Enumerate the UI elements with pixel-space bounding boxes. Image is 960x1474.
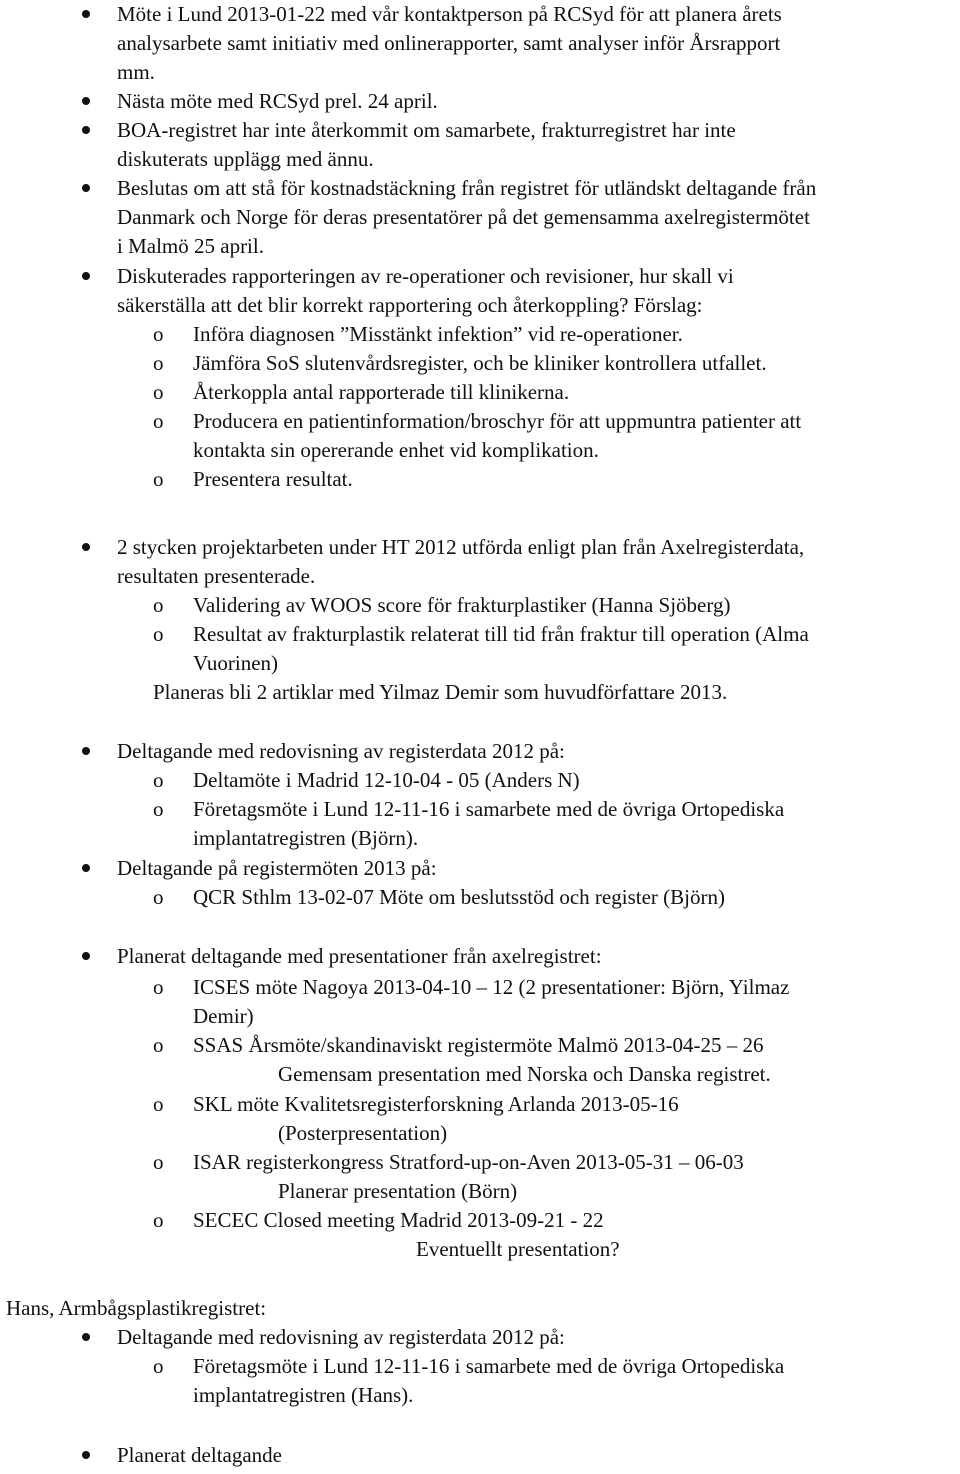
sub-marker: o: [153, 885, 164, 909]
sub-marker: o: [153, 409, 164, 433]
sub-marker: o: [153, 593, 164, 617]
text-line: Planerat deltagande: [117, 1443, 283, 1467]
sub-marker: o: [153, 1208, 164, 1232]
text-line: Nästa möte med RCSyd prel. 24 april.: [117, 89, 438, 113]
text-line: Eventuellt presentation?: [416, 1237, 620, 1261]
text-line: Återkoppla antal rapporterade till klinikerna.: [193, 380, 570, 404]
text-line: analysarbete samt initiativ med onlinerapporter, samt analyser inför Årsrapport: [117, 31, 781, 55]
text-line: Möte i Lund 2013-01-22 med vår kontaktperson på RCSyd för att planera årets: [117, 2, 782, 26]
text-line: ICSES möte Nagoya 2013-04-10 – 12 (2 presentationer: Björn, Yilmaz: [193, 975, 790, 999]
bullet-dot: [82, 747, 90, 755]
text-line: resultaten presenterade.: [117, 564, 316, 588]
text-line: (Posterpresentation): [278, 1121, 448, 1145]
sub-marker: o: [153, 322, 164, 346]
text-line: implantatregistren (Hans).: [193, 1383, 414, 1407]
bullet-dot: [82, 184, 90, 192]
sub-marker: o: [153, 797, 164, 821]
sub-marker: o: [153, 622, 164, 646]
text-line: Planerar presentation (Börn): [278, 1179, 518, 1203]
sub-marker: o: [153, 380, 164, 404]
text-line: Deltagande med redovisning av registerdata 2012 på:: [117, 1325, 565, 1349]
text-line: SSAS Årsmöte/skandinaviskt registermöte Malmö 2013-04-25 – 26: [193, 1033, 764, 1057]
text-line: ISAR registerkongress Stratford-up-on-Aven 2013-05-31 – 06-03: [193, 1150, 744, 1174]
text-line: Validering av WOOS score för frakturplastiker (Hanna Sjöberg): [193, 593, 731, 617]
text-line: mm.: [117, 60, 155, 84]
section-heading: Hans, Armbågsplastikregistret:: [6, 1296, 267, 1320]
text-line: Presentera resultat.: [193, 467, 353, 491]
sub-marker: o: [153, 768, 164, 792]
text-line: Demir): [193, 1004, 254, 1028]
sub-marker: o: [153, 1033, 164, 1057]
bullet-dot: [82, 1451, 90, 1459]
text-line: Gemensam presentation med Norska och Danska registret.: [278, 1062, 771, 1086]
text-line: BOA-registret har inte återkommit om samarbete, frakturregistret har inte: [117, 118, 736, 142]
bullet-dot: [82, 10, 90, 18]
text-line: Planerat deltagande med presentationer från axelregistret:: [117, 944, 602, 968]
text-line: Deltamöte i Madrid 12-10-04 - 05 (Anders N): [193, 768, 580, 792]
sub-marker: o: [153, 467, 164, 491]
text-line: Införa diagnosen ”Misstänkt infektion” vid re-operationer.: [193, 322, 683, 346]
text-line: diskuterats upplägg med ännu.: [117, 147, 374, 171]
text-line: 2 stycken projektarbeten under HT 2012 utförda enligt plan från Axelregisterdata,: [117, 535, 805, 559]
text-line: Planeras bli 2 artiklar med Yilmaz Demir som huvudförfattare 2013.: [153, 680, 728, 704]
text-line: implantatregistren (Björn).: [193, 826, 419, 850]
sub-marker: o: [153, 1092, 164, 1116]
text-line: säkerställa att det blir korrekt rapportering och återkoppling? Förslag:: [117, 293, 703, 317]
bullet-dot: [82, 1333, 90, 1341]
text-line: Deltagande med redovisning av registerdata 2012 på:: [117, 739, 565, 763]
bullet-dot: [82, 952, 90, 960]
text-line: SECEC Closed meeting Madrid 2013-09-21 - 22: [193, 1208, 604, 1232]
text-line: Jämföra SoS slutenvårdsregister, och be kliniker kontrollera utfallet.: [193, 351, 767, 375]
text-line: Resultat av frakturplastik relaterat till tid från fraktur till operation (Alma: [193, 622, 809, 646]
text-line: Danmark och Norge för deras presentatörer på det gemensamma axelregistermötet: [117, 205, 810, 229]
sub-marker: o: [153, 351, 164, 375]
sub-marker: o: [153, 975, 164, 999]
sub-marker: o: [153, 1354, 164, 1378]
text-line: Vuorinen): [193, 651, 279, 675]
sub-marker: o: [153, 1150, 164, 1174]
bullet-dot: [82, 126, 90, 134]
text-line: Företagsmöte i Lund 12-11-16 i samarbete med de övriga Ortopediska: [193, 1354, 785, 1378]
text-line: Deltagande på registermöten 2013 på:: [117, 856, 437, 880]
text-line: Företagsmöte i Lund 12-11-16 i samarbete med de övriga Ortopediska: [193, 797, 785, 821]
bullet-dot: [82, 97, 90, 105]
bullet-dot: [82, 272, 90, 280]
text-line: Producera en patientinformation/broschyr för att uppmuntra patienter att: [193, 409, 802, 433]
bullet-dot: [82, 864, 90, 872]
text-line: kontakta sin opererande enhet vid komplikation.: [193, 438, 599, 462]
bullet-dot: [82, 543, 90, 551]
text-line: Beslutas om att stå för kostnadstäckning från registret för utländskt deltagande från: [117, 176, 817, 200]
text-line: i Malmö 25 april.: [117, 234, 264, 258]
text-line: SKL möte Kvalitetsregisterforskning Arlanda 2013-05-16: [193, 1092, 679, 1116]
text-line: Diskuterades rapporteringen av re-operationer och revisioner, hur skall vi: [117, 264, 734, 288]
text-line: QCR Sthlm 13-02-07 Möte om beslutsstöd och register (Björn): [193, 885, 725, 909]
